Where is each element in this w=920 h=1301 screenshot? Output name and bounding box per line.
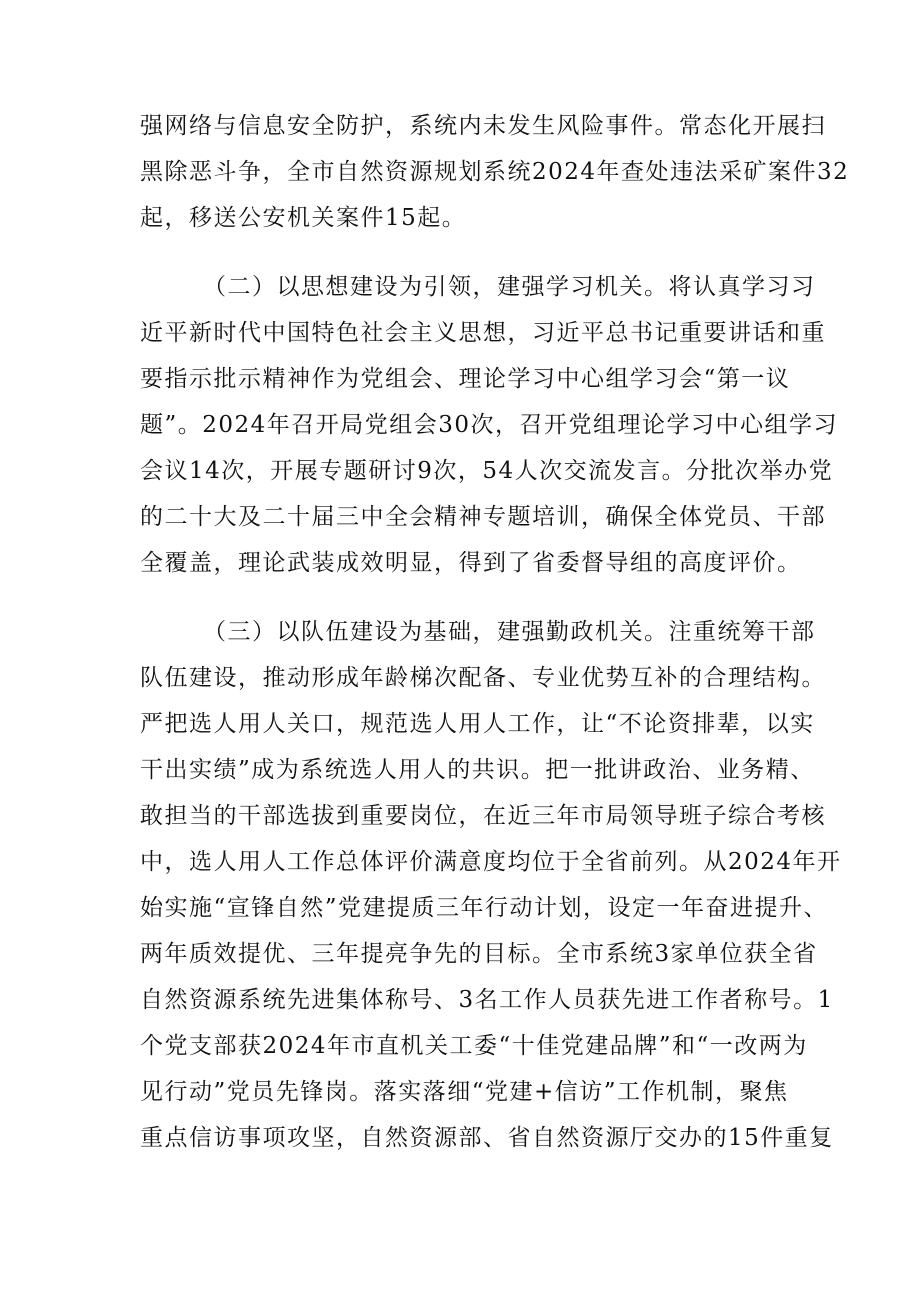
text-line: 全覆盖，理论武装成效明显，得到了省委督导组的高度评价。: [140, 550, 802, 576]
text-line-indented: （三）以队伍建设为基础，建强勤政机关。注重统筹干部: [203, 619, 816, 645]
text-line: 题”。2024年召开局党组会30次，召开党组理论学习中心组学习: [140, 412, 839, 438]
text-line: 的二十大及二十届三中全会精神专题培训，确保全体党员、干部: [140, 504, 826, 530]
text-line: 重点信访事项攻坚，自然资源部、省自然资源厅交办的15件重复: [140, 1125, 834, 1151]
text-line: 中，选人用人工作总体评价满意度均位于全省前列。从2024年开: [140, 849, 842, 875]
paragraph-ideological-building: [140, 264, 839, 586]
text-line: 干出实绩”成为系统选人用人的共识。把一批讲政治、业务精、: [140, 757, 815, 783]
text-line: 黑除恶斗争，全市自然资源规划系统2024年查处违法采矿案件32: [140, 159, 850, 185]
text-line: 敢担当的干部选拔到重要岗位，在近三年市局领导班子综合考核: [140, 803, 826, 829]
text-line: 强网络与信息安全防护，系统内未发生风险事件。常态化开展扫: [140, 113, 826, 139]
paragraph-network-security: [140, 103, 850, 241]
text-line: 见行动”党员先锋岗。落实落细“党建+信访”工作机制，聚焦: [140, 1079, 789, 1105]
paragraph-team-building: [140, 609, 842, 1161]
text-line: 始实施“宣锋自然”党建提质三年行动计划，设定一年奋进提升、: [140, 895, 829, 921]
text-line: 队伍建设，推动形成年龄梯次配备、专业优势互补的合理结构。: [140, 665, 826, 691]
text-line: 个党支部获2024年市直机关工委“十佳党建品牌”和“一改两为: [140, 1033, 808, 1059]
document-body: [140, 103, 850, 1161]
text-line: 起，移送公安机关案件15起。: [140, 205, 467, 231]
text-line: 自然资源系统先进集体称号、3名工作人员获先进工作者称号。1: [140, 987, 834, 1013]
text-line-indented: （二）以思想建设为引领，建强学习机关。将认真学习习: [203, 274, 816, 300]
text-line: 两年质效提优、三年提亮争先的目标。全市系统3家单位获全省: [140, 941, 818, 967]
text-line: 严把选人用人关口，规范选人用人工作，让“不论资排辈，以实: [140, 711, 815, 737]
text-line: 近平新时代中国特色社会主义思想，习近平总书记重要讲话和重: [140, 320, 826, 346]
text-line: 会议14次，开展专题研讨9次，54人次交流发言。分批次举办党: [140, 458, 834, 484]
text-line: 要指示批示精神作为党组会、理论学习中心组学习会“第一议: [140, 366, 791, 392]
